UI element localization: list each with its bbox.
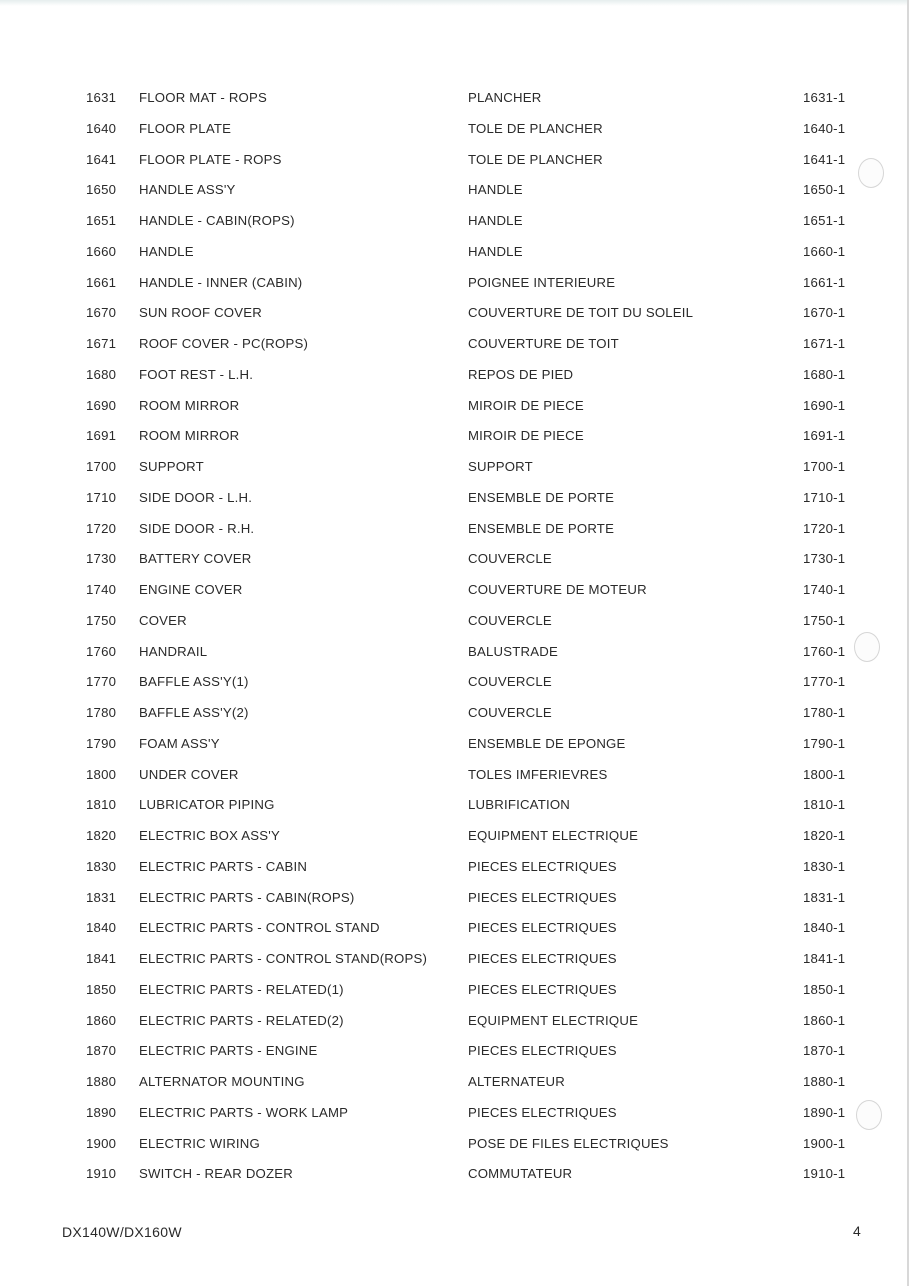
table-row	[0, 701, 909, 732]
parts-index-table	[0, 86, 909, 1193]
part-code: 1640	[86, 120, 117, 136]
part-name-english: HANDRAIL	[139, 643, 208, 659]
part-name-english: BAFFLE ASS'Y(2)	[139, 705, 249, 720]
page-reference: 1750-1	[803, 612, 846, 628]
part-name-french: COUVERTURE DE TOIT	[468, 336, 619, 351]
part-code: 1870	[86, 1043, 117, 1059]
table-row	[0, 855, 909, 886]
part-name-english: LUBRICATOR PIPING	[139, 797, 275, 813]
part-code: 1831	[86, 889, 117, 905]
table-row	[0, 148, 909, 179]
page-reference: 1820-1	[803, 828, 846, 843]
part-name-english: FLOOR PLATE - ROPS	[139, 151, 282, 167]
part-name-english: ELECTRIC PARTS - CABIN(ROPS)	[139, 889, 355, 905]
table-row	[0, 670, 909, 701]
page-reference: 1790-1	[803, 735, 846, 751]
table-row	[0, 886, 909, 917]
part-code: 1800	[86, 766, 117, 782]
part-code: 1810	[86, 797, 117, 813]
part-name-english: HANDLE - CABIN(ROPS)	[139, 213, 295, 228]
part-code: 1910	[86, 1166, 117, 1182]
part-code: 1651	[86, 213, 117, 228]
page-reference: 1691-1	[803, 428, 846, 444]
page-reference: 1671-1	[803, 336, 846, 351]
part-name-english: FOOT REST - L.H.	[139, 366, 254, 382]
table-row	[0, 1009, 909, 1040]
page-reference: 1660-1	[803, 243, 846, 259]
part-code: 1780	[86, 705, 117, 720]
part-name-french: LUBRIFICATION	[468, 797, 571, 813]
part-code: 1841	[86, 951, 117, 966]
part-code: 1641	[86, 151, 117, 167]
part-name-english: BAFFLE ASS'Y(1)	[139, 674, 249, 690]
table-row	[0, 86, 909, 117]
part-name-english: ELECTRIC PARTS - RELATED(2)	[139, 1012, 344, 1028]
page-reference: 1880-1	[803, 1074, 846, 1089]
part-name-french: MIROIR DE PIECE	[468, 397, 584, 413]
part-name-english: SUN ROOF COVER	[139, 305, 262, 321]
part-code: 1760	[86, 643, 117, 659]
table-row	[0, 978, 909, 1009]
part-code: 1740	[86, 582, 117, 597]
part-name-english: ELECTRIC PARTS - CABIN	[139, 858, 308, 874]
part-code: 1900	[86, 1135, 117, 1151]
part-name-french: COUVERCLE	[468, 705, 552, 720]
part-name-french: SUPPORT	[468, 459, 533, 474]
part-name-french: PIECES ELECTRIQUES	[468, 889, 617, 905]
part-name-french: EQUIPMENT ELECTRIQUE	[468, 1012, 639, 1028]
page-reference: 1650-1	[803, 182, 846, 198]
page-reference: 1780-1	[803, 705, 846, 720]
part-name-french: PIECES ELECTRIQUES	[468, 951, 617, 966]
part-code: 1830	[86, 858, 117, 874]
part-name-english: FLOOR MAT - ROPS	[139, 90, 268, 105]
part-name-french: COUVERCLE	[468, 612, 552, 628]
part-name-french: POIGNEE INTERIEURE	[468, 274, 616, 290]
part-name-french: COUVERTURE DE TOIT DU SOLEIL	[468, 305, 694, 321]
part-name-french: REPOS DE PIED	[468, 366, 574, 382]
table-row	[0, 916, 909, 947]
table-row	[0, 547, 909, 578]
part-name-english: FOAM ASS'Y	[139, 735, 220, 751]
part-code: 1860	[86, 1012, 117, 1028]
part-name-french: ALTERNATEUR	[468, 1074, 565, 1089]
table-row	[0, 1132, 909, 1163]
part-name-french: TOLE DE PLANCHER	[468, 120, 603, 136]
table-row	[0, 732, 909, 763]
part-name-english: ROOF COVER - PC(ROPS)	[139, 336, 309, 351]
table-row	[0, 455, 909, 486]
page-reference: 1810-1	[803, 797, 846, 813]
table-row	[0, 363, 909, 394]
table-row	[0, 332, 909, 363]
page-reference: 1850-1	[803, 981, 846, 997]
part-code: 1750	[86, 612, 117, 628]
table-row	[0, 301, 909, 332]
table-row	[0, 240, 909, 271]
part-name-english: HANDLE	[139, 243, 194, 259]
part-name-french: PIECES ELECTRIQUES	[468, 920, 617, 936]
part-name-english: ELECTRIC BOX ASS'Y	[139, 828, 280, 843]
table-row	[0, 209, 909, 240]
part-code: 1680	[86, 366, 117, 382]
part-code: 1631	[86, 90, 117, 105]
part-name-english: ALTERNATOR MOUNTING	[139, 1074, 305, 1089]
part-name-french: HANDLE	[468, 243, 523, 259]
part-code: 1720	[86, 520, 117, 536]
table-row	[0, 763, 909, 794]
part-code: 1710	[86, 489, 117, 505]
part-name-french: COUVERCLE	[468, 551, 552, 567]
part-code: 1850	[86, 981, 117, 997]
part-name-english: HANDLE ASS'Y	[139, 182, 236, 198]
part-code: 1670	[86, 305, 117, 321]
page-reference: 1841-1	[803, 951, 846, 966]
page-reference: 1710-1	[803, 489, 846, 505]
part-name-french: POSE DE FILES ELECTRIQUES	[468, 1135, 669, 1151]
page-reference: 1661-1	[803, 274, 846, 290]
part-code: 1650	[86, 182, 117, 198]
part-name-english: ROOM MIRROR	[139, 428, 240, 444]
part-name-french: COMMUTATEUR	[468, 1166, 573, 1182]
part-code: 1840	[86, 920, 117, 936]
page-reference: 1690-1	[803, 397, 846, 413]
page-reference: 1830-1	[803, 858, 846, 874]
table-row	[0, 1070, 909, 1101]
page-reference: 1831-1	[803, 889, 846, 905]
part-name-french: PLANCHER	[468, 90, 542, 105]
part-name-english: BATTERY COVER	[139, 551, 252, 567]
part-code: 1671	[86, 336, 117, 351]
table-row	[0, 609, 909, 640]
table-row	[0, 578, 909, 609]
part-name-english: ELECTRIC PARTS - ENGINE	[139, 1043, 318, 1059]
part-name-french: ENSEMBLE DE PORTE	[468, 489, 615, 505]
part-code: 1690	[86, 397, 117, 413]
page-reference: 1870-1	[803, 1043, 846, 1059]
part-code: 1660	[86, 243, 117, 259]
page-reference: 1680-1	[803, 366, 846, 382]
part-name-english: ROOM MIRROR	[139, 397, 240, 413]
part-name-english: HANDLE - INNER (CABIN)	[139, 274, 303, 290]
part-code: 1820	[86, 828, 117, 843]
part-name-french: PIECES ELECTRIQUES	[468, 981, 617, 997]
page-reference: 1860-1	[803, 1012, 846, 1028]
part-code: 1730	[86, 551, 117, 567]
page-reference: 1700-1	[803, 459, 846, 474]
table-row	[0, 793, 909, 824]
page-reference: 1760-1	[803, 643, 846, 659]
table-row	[0, 271, 909, 302]
part-name-english: COVER	[139, 612, 187, 628]
part-name-french: COUVERCLE	[468, 674, 552, 690]
part-name-english: ENGINE COVER	[139, 582, 243, 597]
scan-top-edge	[0, 0, 909, 6]
page-reference: 1890-1	[803, 1104, 846, 1120]
part-name-french: MIROIR DE PIECE	[468, 428, 584, 444]
part-name-french: HANDLE	[468, 182, 523, 198]
part-name-english: ELECTRIC PARTS - RELATED(1)	[139, 981, 344, 997]
part-code: 1880	[86, 1074, 117, 1089]
page-reference: 1740-1	[803, 582, 846, 597]
part-code: 1790	[86, 735, 117, 751]
part-name-english: ELECTRIC PARTS - CONTROL STAND	[139, 920, 380, 936]
part-name-english: SWITCH - REAR DOZER	[139, 1166, 293, 1182]
table-row	[0, 947, 909, 978]
page-reference: 1631-1	[803, 90, 846, 105]
page-reference: 1840-1	[803, 920, 846, 936]
page-reference: 1651-1	[803, 213, 846, 228]
table-row	[0, 486, 909, 517]
page-reference: 1641-1	[803, 151, 846, 167]
table-row	[0, 517, 909, 548]
table-row	[0, 824, 909, 855]
part-code: 1770	[86, 674, 117, 690]
table-row	[0, 178, 909, 209]
table-row	[0, 1101, 909, 1132]
page-reference: 1670-1	[803, 305, 846, 321]
page-reference: 1770-1	[803, 674, 846, 690]
part-code: 1890	[86, 1104, 117, 1120]
page-reference: 1720-1	[803, 520, 846, 536]
part-code: 1700	[86, 459, 117, 474]
part-name-french: PIECES ELECTRIQUES	[468, 858, 617, 874]
page-reference: 1910-1	[803, 1166, 846, 1182]
table-row	[0, 640, 909, 671]
part-name-french: EQUIPMENT ELECTRIQUE	[468, 828, 639, 843]
part-name-french: COUVERTURE DE MOTEUR	[468, 582, 647, 597]
table-row	[0, 1162, 909, 1193]
table-row	[0, 394, 909, 425]
page-reference: 1900-1	[803, 1135, 846, 1151]
part-name-french: TOLE DE PLANCHER	[468, 151, 603, 167]
table-row	[0, 1039, 909, 1070]
part-name-french: ENSEMBLE DE EPONGE	[468, 735, 626, 751]
part-name-english: ELECTRIC PARTS - CONTROL STAND(ROPS)	[139, 951, 428, 966]
part-name-english: SUPPORT	[139, 459, 204, 474]
part-name-french: ENSEMBLE DE PORTE	[468, 520, 615, 536]
part-name-french: BALUSTRADE	[468, 643, 558, 659]
part-name-english: UNDER COVER	[139, 766, 239, 782]
part-name-english: ELECTRIC WIRING	[139, 1135, 260, 1151]
page-reference: 1640-1	[803, 120, 846, 136]
part-name-english: SIDE DOOR - L.H.	[139, 489, 253, 505]
part-name-french: HANDLE	[468, 213, 523, 228]
footer-model-name: DX140W/DX160W	[62, 1224, 182, 1240]
part-name-english: ELECTRIC PARTS - WORK LAMP	[139, 1104, 349, 1120]
part-name-english: FLOOR PLATE	[139, 120, 232, 136]
part-name-french: PIECES ELECTRIQUES	[468, 1043, 617, 1059]
footer-page-number: 4	[853, 1223, 861, 1239]
part-code: 1661	[86, 274, 117, 290]
part-name-french: TOLES IMFERIEVRES	[468, 766, 608, 782]
part-name-english: SIDE DOOR - R.H.	[139, 520, 255, 536]
part-name-french: PIECES ELECTRIQUES	[468, 1104, 617, 1120]
table-row	[0, 424, 909, 455]
page-reference: 1800-1	[803, 766, 846, 782]
page-reference: 1730-1	[803, 551, 846, 567]
table-row	[0, 117, 909, 148]
part-code: 1691	[86, 428, 117, 444]
